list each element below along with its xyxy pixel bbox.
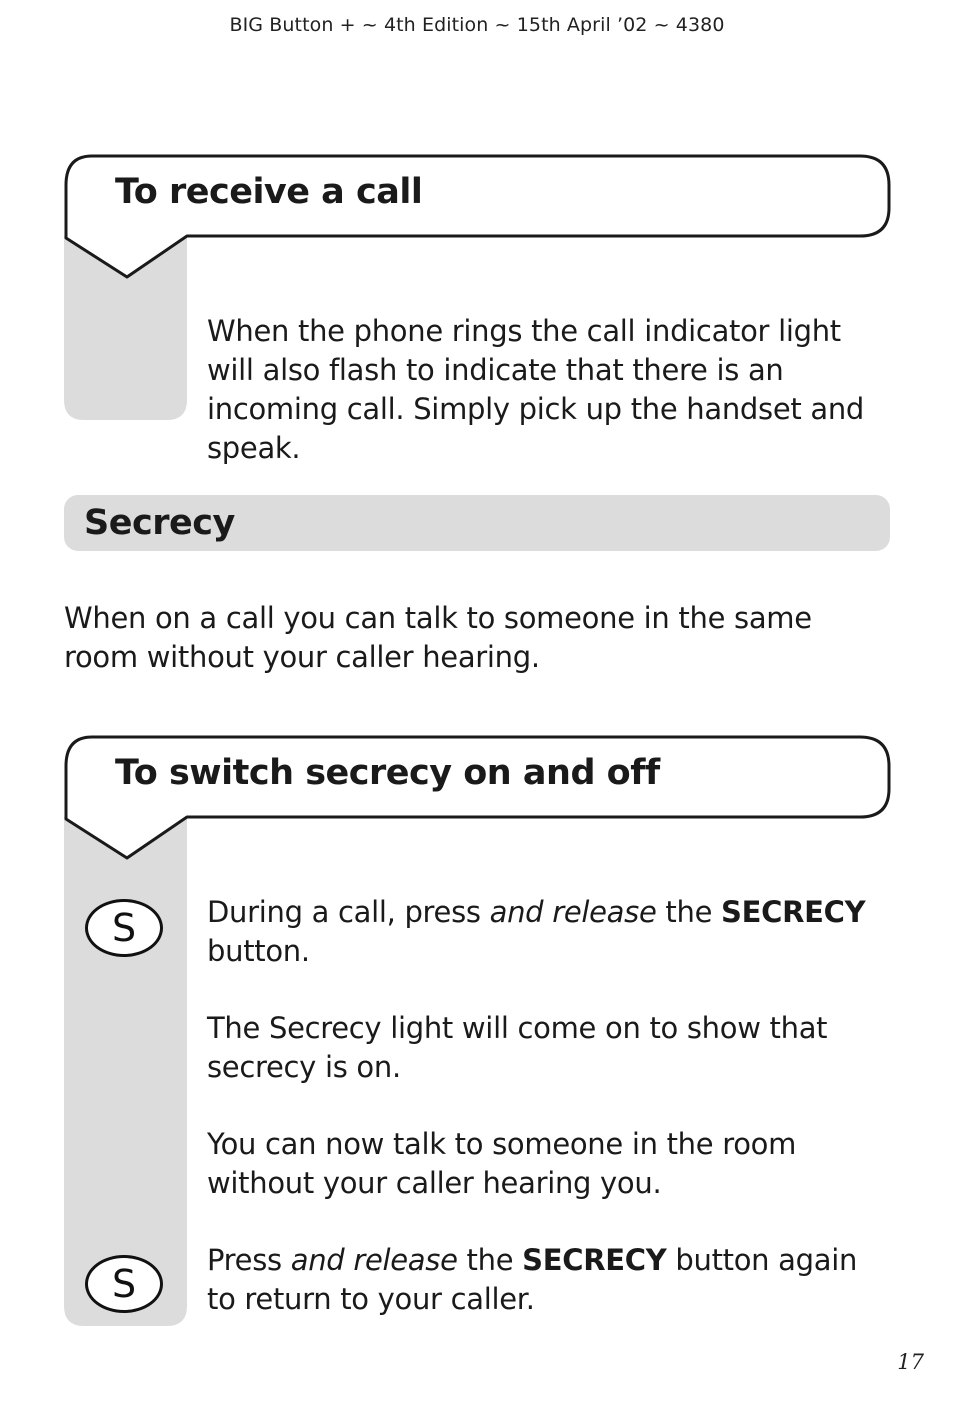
switch-secrecy-title: To switch secrecy on and off xyxy=(115,753,660,793)
step-4-paragraph xyxy=(207,1241,887,1319)
step-3-paragraph: You can now talk to someone in the room without your caller hearing you. xyxy=(207,1127,797,1200)
secrecy-button-name: SECRECY xyxy=(721,895,866,929)
step-4-emphasis: and release xyxy=(290,1243,458,1277)
running-header: BIG Button + ~ 4th Edition ~ 15th April ’02 ~ 4380 xyxy=(229,14,725,36)
step-1-paragraph xyxy=(207,893,887,971)
step-1-emphasis: and release xyxy=(489,895,657,929)
switch-secrecy-step-3 xyxy=(207,1125,887,1203)
step-4-text: Press xyxy=(207,1243,291,1277)
switch-secrecy-step-1 xyxy=(207,893,887,971)
switch-secrecy-step-4 xyxy=(207,1241,887,1319)
secrecy-key-icon: S xyxy=(85,1255,163,1313)
page-number: 17 xyxy=(897,1350,924,1374)
step-1-text: During a call, press xyxy=(207,895,490,929)
step-4-text: the xyxy=(457,1243,523,1277)
switch-secrecy-step-2 xyxy=(207,1009,887,1087)
secrecy-intro-paragraph: When on a call you can talk to someone in the same room without your caller hearing. xyxy=(64,601,812,674)
secrecy-button-name: SECRECY xyxy=(522,1243,667,1277)
step-2-paragraph: The Secrecy light will come on to show that secrecy is on. xyxy=(207,1011,828,1084)
secrecy-title: Secrecy xyxy=(84,503,235,543)
step-1-text: the xyxy=(656,895,722,929)
receive-call-paragraph: When the phone rings the call indicator light will also flash to indicate that there is an incoming call. Simply pick up the handset and speak. xyxy=(207,314,865,465)
step-4-text: button again to return to your caller. xyxy=(207,1243,858,1316)
receive-call-title: To receive a call xyxy=(115,172,423,212)
step-1-text: button. xyxy=(207,934,310,968)
secrecy-key-icon: S xyxy=(85,899,163,957)
